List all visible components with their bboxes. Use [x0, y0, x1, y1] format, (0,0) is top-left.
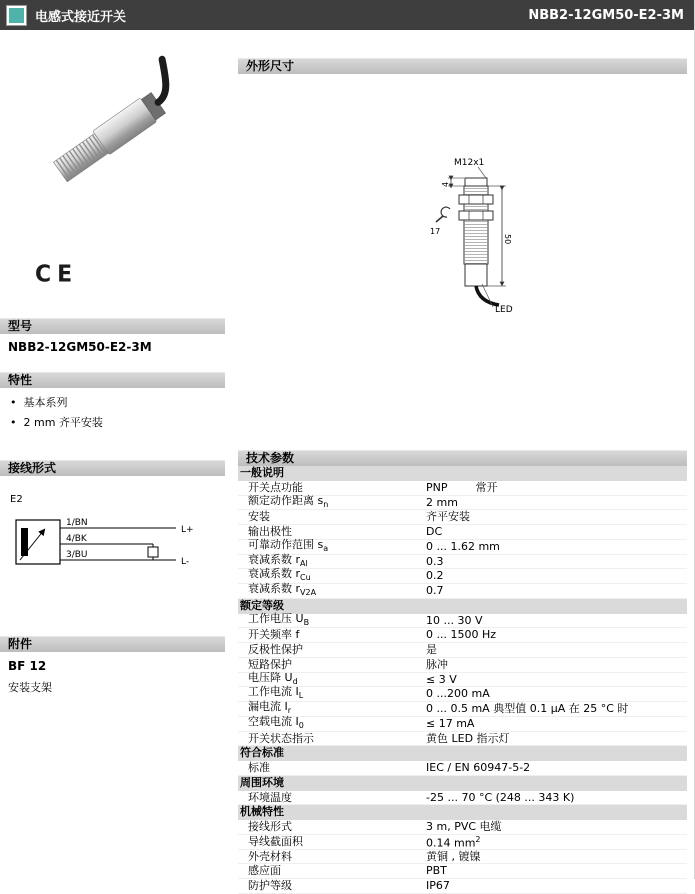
tech-row-label: 工作电压 $U_B$ — [248, 611, 310, 627]
wiring-type-label: E2 — [10, 494, 23, 505]
tech-group-header: 额定等级 — [238, 599, 687, 614]
section-header-technical-data: 技术参数 — [238, 450, 687, 466]
features-list — [0, 388, 230, 430]
tech-row — [238, 732, 687, 747]
tech-row — [238, 761, 687, 776]
tech-row — [238, 864, 687, 879]
dimension-drawing — [406, 154, 576, 354]
section-header-accessories: 附件 — [0, 636, 225, 652]
tech-row — [238, 791, 687, 806]
supply-minus-label: L- — [181, 557, 190, 567]
tech-row-value: 0 ... 0.5 mA 典型值 0.1 μA 在 25 °C 时 — [426, 702, 629, 716]
wire2-label: 4/BK — [66, 534, 87, 544]
tech-row-value: 2 mm — [426, 495, 458, 509]
wire3-label: 3/BU — [66, 550, 88, 560]
led-label: LED — [495, 305, 513, 315]
tech-row-label: 衰减系数 $r_{Al}$ — [248, 552, 308, 568]
brand-square-icon — [7, 6, 26, 25]
tech-group-header: 机械特性 — [238, 805, 687, 820]
tech-row — [238, 714, 687, 732]
tech-row — [238, 584, 687, 599]
tech-row-label: 开关频率 f — [248, 628, 300, 642]
dimension-drawing-area — [238, 74, 687, 450]
technical-data-table — [238, 466, 687, 894]
right-column — [230, 30, 694, 894]
tech-row — [238, 510, 687, 525]
tech-row-label: 短路保护 — [248, 657, 292, 671]
tech-row-label: 额定动作距离 $s_n$ — [248, 493, 329, 509]
tech-group-header: 符合标准 — [238, 746, 687, 761]
accessory-name: BF 12 — [8, 659, 47, 673]
tech-row-value: 0 ...200 mA — [426, 687, 490, 701]
tech-group-header: 周围环境 — [238, 776, 687, 791]
tech-row-label: 导线截面积 — [248, 834, 303, 848]
tech-row-value: ≤ 17 mA — [426, 716, 475, 730]
tech-row-label: 安装 — [248, 510, 270, 524]
ce-mark-logo: CE — [35, 261, 79, 288]
tech-row-label: 开关状态指示 — [248, 731, 314, 745]
left-column — [0, 30, 230, 894]
tech-row-label: 防护等级 — [248, 879, 292, 893]
tech-row — [238, 850, 687, 865]
section-header-connection: 接线形式 — [0, 460, 225, 476]
tech-row-label: 工作电流 $I_L$ — [248, 685, 304, 701]
tech-row-value: 是 — [426, 643, 437, 657]
wrench-size-label: 17 — [430, 227, 441, 236]
tech-row-value: -25 ... 70 °C (248 ... 343 K) — [426, 790, 575, 804]
tech-row-label: 环境温度 — [248, 790, 292, 804]
tech-row-value: 0.7 — [426, 584, 444, 598]
tech-row-value: 10 ... 30 V — [426, 613, 483, 627]
tech-row-label: 反极性保护 — [248, 643, 303, 657]
feature-item: • 2 mm 齐平安装 — [10, 414, 230, 430]
tech-row-label: 空载电流 $I_0$ — [248, 714, 304, 730]
tech-group-header: 一般说明 — [238, 466, 687, 481]
tech-row — [238, 879, 687, 894]
tech-row-label: 感应面 — [248, 864, 281, 878]
product-photo-image — [35, 60, 195, 200]
content-area — [0, 30, 694, 894]
tech-row-value: 0 ... 1500 Hz — [426, 628, 497, 642]
wiring-diagram — [8, 490, 230, 596]
tech-row-label: 接线形式 — [248, 820, 292, 834]
tech-row — [238, 611, 687, 629]
section-header-dimensions: 外形尺寸 — [238, 58, 687, 74]
model-number: NBB2-12GM50-E2-3M — [8, 340, 152, 354]
tech-row-label: 可靠动作范围 $s_a$ — [248, 537, 329, 553]
page-title: 电感式接近开关 — [35, 9, 127, 25]
tech-row-value: ≤ 3 V — [426, 672, 457, 686]
feature-item: • 基本系列 — [10, 394, 230, 410]
tech-row-value: 0 ... 1.62 mm — [426, 539, 500, 553]
tech-row-value: 黄色 LED 指示灯 — [426, 731, 510, 745]
supply-plus-label: L+ — [181, 525, 194, 535]
tech-row-label: 漏电流 $I_r$ — [248, 700, 292, 716]
tech-row-label: 电压降 $U_d$ — [248, 670, 298, 686]
tech-row-value: IP67 — [426, 879, 450, 893]
tech-row-value: 0.14 $mm^2$ — [426, 835, 481, 850]
tech-row-value: 3 m, PVC 电缆 — [426, 820, 502, 834]
thread-size-label: M12x1 — [454, 158, 485, 168]
tech-row — [238, 643, 687, 658]
tech-row-value: PNP 常开 — [426, 480, 498, 494]
tech-row — [238, 835, 687, 850]
top-header-bar — [0, 0, 694, 30]
tech-row-value: 0.3 — [426, 554, 444, 568]
tech-row-value: IEC / EN 60947-5-2 — [426, 761, 531, 775]
tech-row-label: 衰减系数 $r_{V2A}$ — [248, 582, 317, 598]
tech-row — [238, 493, 687, 511]
tech-row-label: 衰减系数 $r_{Cu}$ — [248, 567, 311, 583]
tech-row-value: 0.2 — [426, 569, 444, 583]
tech-row-value: 黄铜 , 镀镍 — [426, 849, 481, 863]
tech-row-value: PBT — [426, 864, 447, 878]
accessory-description: 安装支架 — [8, 681, 52, 694]
wire1-label: 1/BN — [66, 518, 88, 528]
product-code-header: NBB2-12GM50-E2-3M — [528, 7, 684, 23]
tech-row-label: 开关点功能 — [248, 480, 303, 494]
section-header-features: 特性 — [0, 372, 225, 388]
dim-50-label: 50 — [503, 234, 512, 245]
tech-row-value: DC — [426, 525, 443, 539]
tech-row-value: 脉冲 — [426, 657, 448, 671]
tech-row-value: 齐平安装 — [426, 510, 470, 524]
section-header-model: 型号 — [0, 318, 225, 334]
dim-4-label: 4 — [441, 181, 450, 187]
product-photo — [35, 60, 195, 200]
tech-row-label: 标准 — [248, 761, 270, 775]
tech-row-label: 输出极性 — [248, 525, 292, 539]
tech-row-label: 外壳材料 — [248, 849, 292, 863]
tech-row — [238, 628, 687, 643]
